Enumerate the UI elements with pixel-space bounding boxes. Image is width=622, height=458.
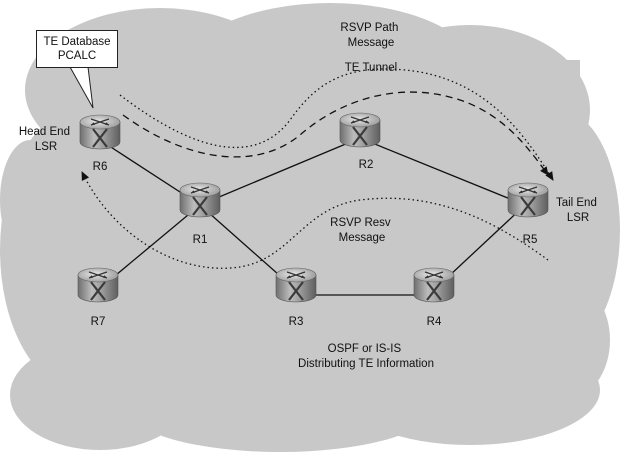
router-r4 <box>414 268 454 302</box>
router-label-r5: R5 <box>522 234 538 246</box>
head-end-label: Head End LSR <box>18 126 70 153</box>
igp-label: OSPF or IS-IS Distributing TE Information <box>298 343 434 370</box>
router-r1 <box>180 183 220 217</box>
network-cloud <box>0 3 620 452</box>
te-tunnel-label: TE Tunnel <box>344 62 398 74</box>
router-label-r7: R7 <box>90 316 106 328</box>
router-r2 <box>340 113 380 147</box>
router-r7 <box>78 268 118 302</box>
router-r3 <box>276 268 316 302</box>
tail-end-label: Tail End LSR <box>555 197 597 224</box>
router-label-r3: R3 <box>288 316 304 328</box>
te-database-callout <box>36 30 118 68</box>
router-label-r6: R6 <box>92 161 108 173</box>
router-label-r2: R2 <box>358 159 374 171</box>
router-icon <box>78 268 118 302</box>
router-icon <box>508 183 548 217</box>
callout-line-2: PCALC <box>57 50 97 62</box>
router-r6 <box>80 115 120 149</box>
router-label-r4: R4 <box>426 316 442 328</box>
router-icon <box>80 115 120 149</box>
router-icon <box>340 113 380 147</box>
router-icon <box>180 183 220 217</box>
router-icon <box>414 268 454 302</box>
callout-line-1: TE Database <box>43 36 111 48</box>
rsvp-path-label: RSVP Path Message <box>340 22 399 49</box>
router-r5 <box>508 183 548 217</box>
router-label-r1: R1 <box>192 234 208 246</box>
rsvp-resv-label: RSVP Resv Message <box>330 217 391 244</box>
router-icon <box>276 268 316 302</box>
